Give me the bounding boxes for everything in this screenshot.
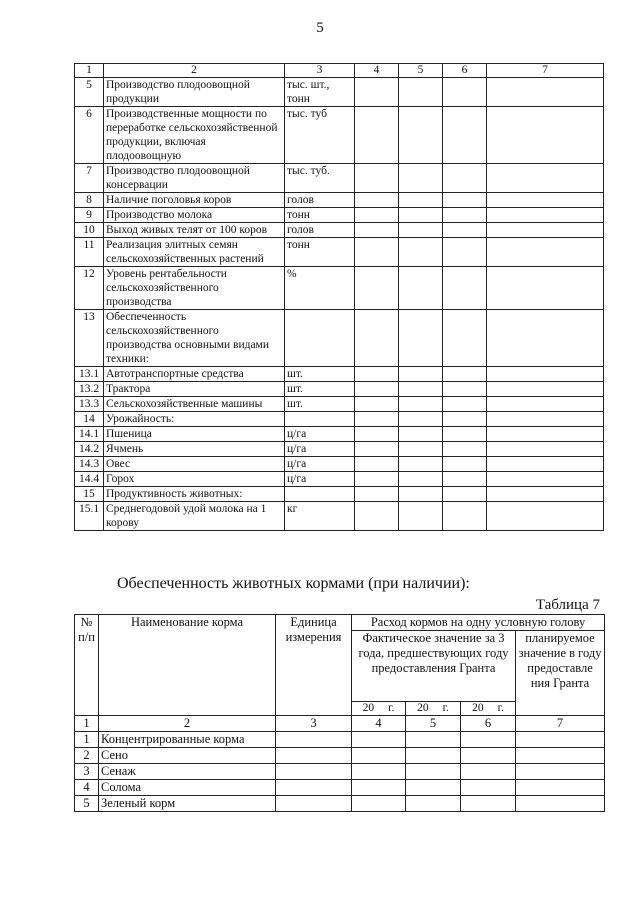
value-cell: [461, 796, 516, 812]
feed-name: Солома: [99, 780, 276, 796]
row-number: 10: [75, 223, 104, 238]
value-cell: [276, 780, 352, 796]
value-cell: [399, 412, 443, 427]
column-number: 7: [516, 716, 605, 732]
value-cell: [487, 193, 604, 208]
unit: голов: [285, 223, 355, 238]
unit: [285, 412, 355, 427]
unit: шт.: [285, 367, 355, 382]
value-cell: [443, 238, 487, 267]
table-row: [75, 442, 604, 457]
value-cell: [443, 164, 487, 193]
value-cell: [443, 310, 487, 367]
value-cell: [443, 397, 487, 412]
header-num: № п/п: [75, 615, 99, 716]
unit: шт.: [285, 397, 355, 412]
value-cell: [352, 780, 406, 796]
indicators-table: [74, 63, 604, 531]
table-header-row: [75, 64, 604, 78]
column-numbers-row: [75, 716, 605, 732]
value-cell: [406, 796, 461, 812]
row-number: 13.3: [75, 397, 104, 412]
column-number: 5: [406, 716, 461, 732]
header-expense: Расход кормов на одну условную голову: [352, 615, 605, 631]
value-cell: [443, 78, 487, 107]
value-cell: [355, 472, 399, 487]
row-number: 13.1: [75, 367, 104, 382]
indicator-name: Выход живых телят от 100 коров: [104, 223, 285, 238]
unit: тонн: [285, 208, 355, 223]
value-cell: [399, 267, 443, 310]
table-row: [75, 427, 604, 442]
value-cell: [399, 397, 443, 412]
row-number: 14: [75, 412, 104, 427]
table-row: [75, 107, 604, 164]
table-row: [75, 472, 604, 487]
value-cell: [487, 208, 604, 223]
value-cell: [443, 502, 487, 531]
value-cell: [355, 427, 399, 442]
table-row: [75, 238, 604, 267]
page-number: 5: [316, 20, 324, 36]
value-cell: [487, 223, 604, 238]
table-row: [75, 397, 604, 412]
value-cell: [443, 427, 487, 442]
value-cell: [355, 412, 399, 427]
value-cell: [487, 472, 604, 487]
section-title: Обеспеченность животных кормами (при наличии):: [117, 575, 470, 592]
value-cell: [443, 472, 487, 487]
value-cell: [487, 397, 604, 412]
column-number: 1: [75, 64, 104, 78]
value-cell: [355, 238, 399, 267]
value-cell: [443, 442, 487, 457]
table-row: [75, 267, 604, 310]
table-row: [75, 382, 604, 397]
value-cell: [443, 487, 487, 502]
value-cell: [355, 223, 399, 238]
year-cell: [461, 702, 516, 716]
value-cell: [443, 367, 487, 382]
value-cell: [399, 223, 443, 238]
table-row: [75, 764, 605, 780]
table-row: [75, 502, 604, 531]
value-cell: [406, 732, 461, 748]
indicator-name: Производство плодоовощной консервации: [104, 164, 285, 193]
value-cell: [487, 442, 604, 457]
indicator-name: Производственные мощности по переработке сельскохозяйственной продукции, включая плодоовощную: [104, 107, 285, 164]
table-row: [75, 208, 604, 223]
value-cell: [487, 367, 604, 382]
value-cell: [461, 748, 516, 764]
value-cell: [406, 780, 461, 796]
header-unit: Единица измерения: [276, 615, 352, 716]
value-cell: [487, 427, 604, 442]
table-row: [75, 310, 604, 367]
row-number: 15: [75, 487, 104, 502]
value-cell: [352, 796, 406, 812]
value-cell: [399, 427, 443, 442]
value-cell: [443, 208, 487, 223]
value-cell: [487, 310, 604, 367]
value-cell: [443, 457, 487, 472]
indicator-name: Производство молока: [104, 208, 285, 223]
value-cell: [355, 367, 399, 382]
value-cell: [276, 748, 352, 764]
unit: шт.: [285, 382, 355, 397]
table-row: [75, 732, 605, 748]
unit: голов: [285, 193, 355, 208]
row-number: 2: [75, 748, 99, 764]
indicator-name: Горох: [104, 472, 285, 487]
unit: ц/га: [285, 442, 355, 457]
row-number: 6: [75, 107, 104, 164]
header-actual: Фактическое значение за 3 года, предшествующих году предоставления Гранта: [352, 631, 516, 702]
year-prefix: 20: [472, 702, 484, 714]
year-suffix: г.: [388, 702, 395, 714]
value-cell: [355, 267, 399, 310]
row-number: 5: [75, 796, 99, 812]
indicator-name: Наличие поголовья коров: [104, 193, 285, 208]
value-cell: [352, 764, 406, 780]
column-number: 4: [355, 64, 399, 78]
value-cell: [406, 764, 461, 780]
table-row: [75, 193, 604, 208]
value-cell: [355, 502, 399, 531]
value-cell: [487, 412, 604, 427]
value-cell: [516, 732, 605, 748]
unit: [285, 487, 355, 502]
value-cell: [443, 412, 487, 427]
value-cell: [355, 397, 399, 412]
value-cell: [487, 382, 604, 397]
column-number: 6: [461, 716, 516, 732]
value-cell: [399, 78, 443, 107]
unit: %: [285, 267, 355, 310]
indicator-name: Сельскохозяйственные машины: [104, 397, 285, 412]
indicator-name: Продуктивность животных:: [104, 487, 285, 502]
table-row: [75, 78, 604, 107]
value-cell: [352, 732, 406, 748]
indicator-name: Обеспеченность сельскохозяйственного производства основными видами техники:: [104, 310, 285, 367]
value-cell: [487, 487, 604, 502]
feed-name: Сенаж: [99, 764, 276, 780]
value-cell: [487, 164, 604, 193]
value-cell: [355, 193, 399, 208]
value-cell: [399, 487, 443, 502]
year-cell: [352, 702, 406, 716]
column-number: 2: [99, 716, 276, 732]
value-cell: [355, 107, 399, 164]
row-number: 8: [75, 193, 104, 208]
value-cell: [276, 796, 352, 812]
column-number: 3: [276, 716, 352, 732]
value-cell: [355, 208, 399, 223]
value-cell: [355, 442, 399, 457]
value-cell: [461, 780, 516, 796]
row-number: 5: [75, 78, 104, 107]
indicator-name: Уровень рентабельности сельскохозяйственного производства: [104, 267, 285, 310]
value-cell: [399, 382, 443, 397]
value-cell: [399, 310, 443, 367]
row-number: 9: [75, 208, 104, 223]
value-cell: [399, 164, 443, 193]
feed-name: Концентрированные корма: [99, 732, 276, 748]
indicator-name: Пшеница: [104, 427, 285, 442]
row-number: 14.3: [75, 457, 104, 472]
value-cell: [399, 502, 443, 531]
row-number: 13: [75, 310, 104, 367]
row-number: 1: [75, 732, 99, 748]
year-prefix: 20: [362, 702, 375, 714]
indicator-name: Автотранспортные средства: [104, 367, 285, 382]
row-number: 7: [75, 164, 104, 193]
feed-name: Зеленый корм: [99, 796, 276, 812]
value-cell: [355, 310, 399, 367]
row-number: 14.1: [75, 427, 104, 442]
column-number: 5: [399, 64, 443, 78]
value-cell: [399, 107, 443, 164]
table-row: [75, 796, 605, 812]
value-cell: [355, 78, 399, 107]
value-cell: [487, 107, 604, 164]
value-cell: [352, 748, 406, 764]
row-number: 4: [75, 780, 99, 796]
table-row: [75, 164, 604, 193]
column-number: 2: [104, 64, 285, 78]
value-cell: [443, 382, 487, 397]
unit: ц/га: [285, 457, 355, 472]
value-cell: [461, 764, 516, 780]
row-number: 12: [75, 267, 104, 310]
column-number: 6: [443, 64, 487, 78]
year-cell: [406, 702, 461, 716]
table-row: [75, 748, 605, 764]
table-row: [75, 367, 604, 382]
value-cell: [516, 796, 605, 812]
value-cell: [355, 382, 399, 397]
row-number: 13.2: [75, 382, 104, 397]
indicator-name: Производство плодоовощной продукции: [104, 78, 285, 107]
unit: ц/га: [285, 427, 355, 442]
year-prefix: 20: [417, 702, 429, 714]
value-cell: [487, 78, 604, 107]
unit: ц/га: [285, 472, 355, 487]
indicator-name: Урожайность:: [104, 412, 285, 427]
value-cell: [399, 208, 443, 223]
value-cell: [487, 238, 604, 267]
header-planned: планируемое значение в году предоставле ния Гранта: [516, 631, 605, 716]
indicator-name: Реализация элитных семян сельскохозяйственных растений: [104, 238, 285, 267]
table-row: [75, 780, 605, 796]
header-feed-name: Наименование корма: [99, 615, 276, 716]
value-cell: [399, 457, 443, 472]
feed-name: Сено: [99, 748, 276, 764]
value-cell: [487, 502, 604, 531]
value-cell: [516, 780, 605, 796]
value-cell: [443, 193, 487, 208]
column-number: 1: [75, 716, 99, 732]
column-number: 4: [352, 716, 406, 732]
unit: тыс. туб: [285, 107, 355, 164]
table-row: [75, 223, 604, 238]
value-cell: [399, 442, 443, 457]
table-label: Таблица 7: [535, 597, 600, 613]
value-cell: [461, 732, 516, 748]
value-cell: [355, 457, 399, 472]
indicator-name: Трактора: [104, 382, 285, 397]
value-cell: [487, 267, 604, 310]
indicator-name: Овес: [104, 457, 285, 472]
column-number: 7: [487, 64, 604, 78]
row-number: 14.2: [75, 442, 104, 457]
row-number: 11: [75, 238, 104, 267]
value-cell: [406, 748, 461, 764]
table-row: [75, 487, 604, 502]
feed-table: [74, 614, 605, 812]
year-suffix: г.: [442, 702, 449, 714]
value-cell: [399, 238, 443, 267]
unit: тыс. шт., тонн: [285, 78, 355, 107]
value-cell: [399, 472, 443, 487]
value-cell: [399, 193, 443, 208]
value-cell: [516, 764, 605, 780]
value-cell: [276, 732, 352, 748]
value-cell: [355, 164, 399, 193]
row-number: 14.4: [75, 472, 104, 487]
column-number: 3: [285, 64, 355, 78]
value-cell: [276, 764, 352, 780]
value-cell: [516, 748, 605, 764]
value-cell: [443, 267, 487, 310]
row-number: 3: [75, 764, 99, 780]
value-cell: [355, 487, 399, 502]
value-cell: [399, 367, 443, 382]
indicator-name: Среднегодовой удой молока на 1 корову: [104, 502, 285, 531]
indicator-name: Ячмень: [104, 442, 285, 457]
value-cell: [443, 107, 487, 164]
unit: [285, 310, 355, 367]
table-row: [75, 457, 604, 472]
table-row: [75, 412, 604, 427]
unit: тыс. туб.: [285, 164, 355, 193]
unit: тонн: [285, 238, 355, 267]
unit: кг: [285, 502, 355, 531]
value-cell: [487, 457, 604, 472]
row-number: 15.1: [75, 502, 104, 531]
year-suffix: г.: [497, 702, 504, 714]
value-cell: [443, 223, 487, 238]
